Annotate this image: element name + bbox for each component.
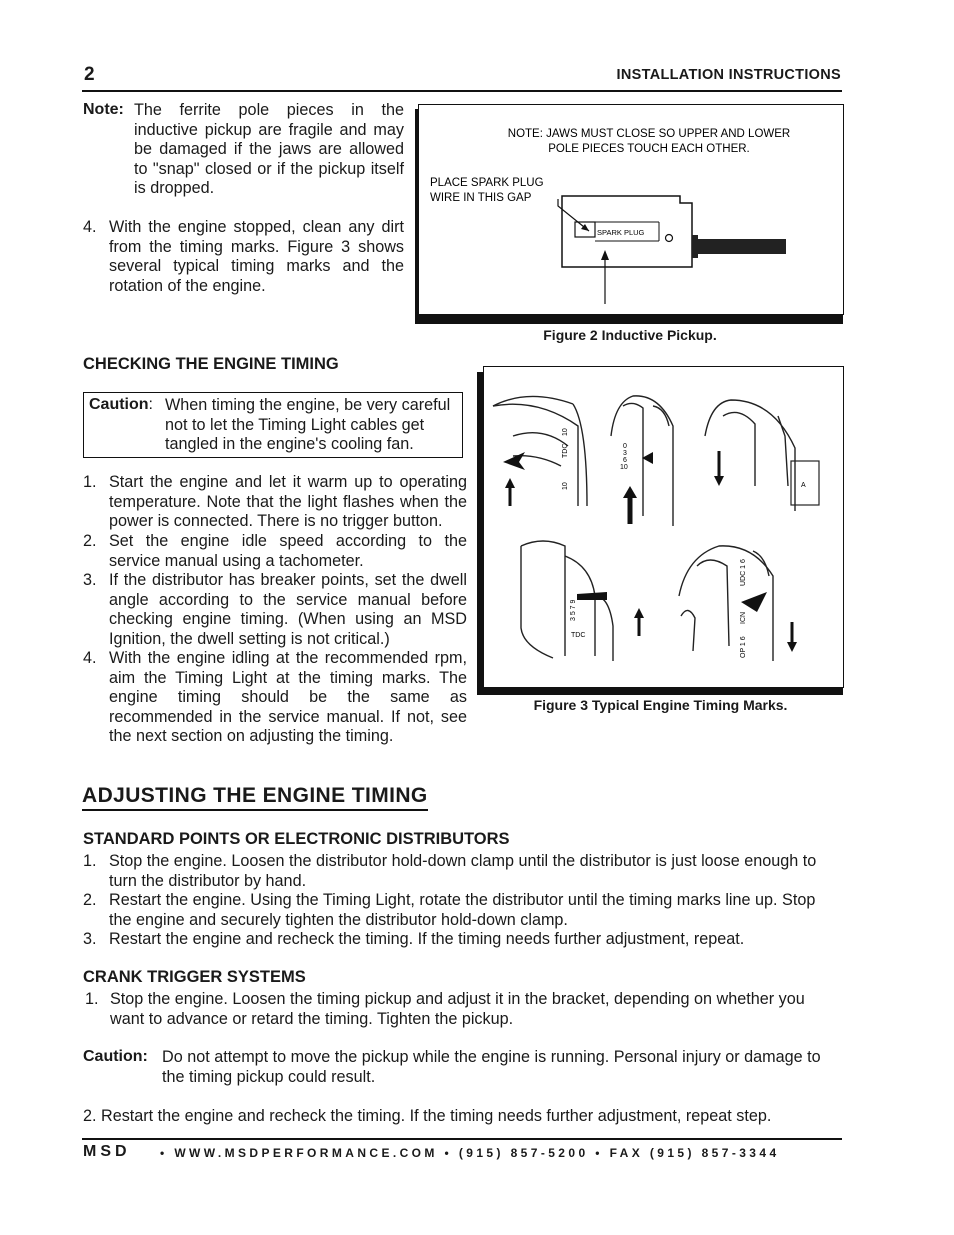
mark-op: OP 1 6 — [740, 636, 747, 658]
header-rule — [82, 90, 842, 92]
rotation-arrowhead-d — [634, 608, 644, 618]
figure2-plug-label: SPARK PLUG — [597, 228, 645, 237]
mark-numbers: 3 5 7 9 — [570, 599, 577, 621]
pulley-e-rim — [753, 551, 769, 576]
crank-step-number: 1. — [85, 990, 99, 1008]
figure3-timing-marks-illustration — [483, 366, 842, 686]
check-step-text: Set the engine idle speed according to the service manual using a tachometer. — [109, 532, 467, 570]
mark-icn: ICN — [740, 611, 747, 624]
checking-heading: CHECKING THE ENGINE TIMING — [83, 355, 339, 373]
caution-text: When timing the engine, be very careful not to let the Timing Light cables get tangled in the engine's cooling fan. — [165, 396, 451, 454]
crank-caution-text: Do not attempt to move the pickup while the engine is running. Personal injury or damage to the timing pickup could result. — [162, 1048, 821, 1086]
standard-step-number: 1. — [83, 852, 97, 870]
figure3-caption: Figure 3 Typical Engine Timing Marks. — [533, 697, 788, 713]
scale-mark-3: 3 — [623, 450, 627, 457]
check-step-number: 3. — [83, 571, 97, 589]
pre-step-number: 4. — [83, 218, 97, 236]
crank-step-text: Stop the engine. Loosen the timing pickup and adjust it in the bracket, depending on whether you want to advance or retard the timing. Tighten the pickup. — [110, 990, 805, 1028]
note-text: The ferrite pole pieces in the inductive pickup are fragile and may be damaged if the jaws are allowed to "snap" closed or if the pickup itself is dropped. — [134, 101, 404, 198]
figure2-gap-line1: PLACE SPARK PLUG — [430, 177, 544, 189]
check-step-number: 4. — [83, 649, 97, 667]
pivot-circle — [666, 235, 673, 242]
standard-step-number: 2. — [83, 891, 97, 909]
mark-udc: UDC 1 6 — [740, 559, 747, 586]
rotation-arrowhead-c — [714, 476, 724, 486]
check-step-text: If the distributor has breaker points, set the dwell angle according to the service manual before checking engine timing. (When using an MSD Ignition, the dwell setting is not critical.) — [109, 571, 467, 648]
note-label: Note: — [83, 101, 124, 118]
footer-brand: MSD — [83, 1143, 131, 1160]
mark-tdc-a: TDC — [562, 443, 569, 458]
mark-ten-b: 10 — [562, 482, 569, 490]
pulley-d-face — [521, 546, 553, 658]
figure2-caption: Figure 2 Inductive Pickup. — [543, 327, 717, 343]
standard-step-text: Stop the engine. Loosen the distributor hold-down clamp until the distributor is just loose enough to turn the distributor by hand. — [109, 852, 817, 890]
rotation-arrowhead-b — [623, 486, 637, 498]
mark-ten-a: 10 — [562, 428, 569, 436]
jaw-arrow-head — [601, 250, 609, 260]
cable-strain-relief — [692, 235, 698, 258]
figure2-gap-line2: WIRE IN THIS GAP — [430, 192, 532, 204]
check-step-text: With the engine idling at the recommended rpm, aim the Timing Light at the timing marks. The engine timing should be the same as recommended in the service manual. If not, see the next section on adjusting the timing. — [109, 649, 467, 746]
figure2-note-line2: POLE PIECES TOUCH EACH OTHER. — [548, 143, 750, 155]
pre-step-text: With the engine stopped, clean any dirt from the timing marks. Figure 3 shows several typical timing marks and the rotation of the engine. — [109, 218, 404, 295]
header-title: INSTALLATION INSTRUCTIONS — [616, 67, 841, 83]
crank-final-step: 2. Restart the engine and recheck the timing. If the timing needs further adjustment, repeat step. — [83, 1107, 772, 1125]
page-number: 2 — [84, 64, 95, 85]
caution-label — [89, 396, 153, 414]
scale-mark-6: 6 — [623, 457, 627, 464]
figure2-note-line1: NOTE: JAWS MUST CLOSE SO UPPER AND LOWER — [507, 128, 791, 140]
check-step-number: 2. — [83, 532, 97, 550]
crank-heading: CRANK TRIGGER SYSTEMS — [83, 968, 306, 986]
check-step-number: 1. — [83, 473, 97, 491]
pulley-e-inner — [697, 560, 729, 646]
scale-mark-10: 10 — [620, 464, 628, 471]
pulley-c-inner — [723, 412, 755, 486]
standard-step-number: 3. — [83, 930, 97, 948]
crank-caution-label: Caution: — [83, 1048, 148, 1065]
rotation-arrowhead-a — [505, 478, 515, 488]
rotation-arrowhead-e — [787, 642, 797, 652]
pulley-b-rim — [653, 406, 669, 426]
mark-tdc-b: TDC — [571, 632, 586, 639]
pickup-cable — [692, 239, 786, 254]
standard-step-text: Restart the engine. Using the Timing Light, rotate the distributor until the timing marks line up. Stop the engine and securely tighten the distributor hold-down clamp. — [109, 891, 816, 929]
pulley-b-body — [611, 396, 673, 526]
pointer-e — [741, 592, 767, 612]
standard-step-text: Restart the engine and recheck the timing. If the timing needs further adjustment, repeat. — [109, 930, 745, 948]
pointer-d — [577, 592, 607, 600]
scale-mark-0: 0 — [623, 443, 627, 450]
pulley-e-hook — [681, 610, 695, 651]
adjusting-heading: ADJUSTING THE ENGINE TIMING — [82, 783, 428, 811]
check-step-text: Start the engine and let it warm up to operating temperature. Note that the light flashes when the power is connected. There is no trigger button. — [109, 473, 467, 531]
pulley-d-rim — [521, 541, 565, 656]
pointer-a — [503, 452, 525, 470]
footer-rule — [82, 1138, 842, 1140]
standard-heading: STANDARD POINTS OR ELECTRONIC DISTRIBUTORS — [83, 830, 510, 848]
mark-a: A — [801, 482, 806, 489]
caution-colon: : — [148, 396, 153, 413]
pulley-d-outer — [595, 596, 613, 661]
caution-label-text: Caution — [89, 396, 149, 413]
pulley-a-groove — [513, 433, 568, 446]
footer-contact: • WWW.MSDPERFORMANCE.COM • (915) 857-5200 • FAX (915) 857-3344 — [160, 1146, 780, 1160]
pulley-a-edge — [573, 404, 587, 506]
figure2-inductive-pickup-diagram — [418, 104, 842, 313]
